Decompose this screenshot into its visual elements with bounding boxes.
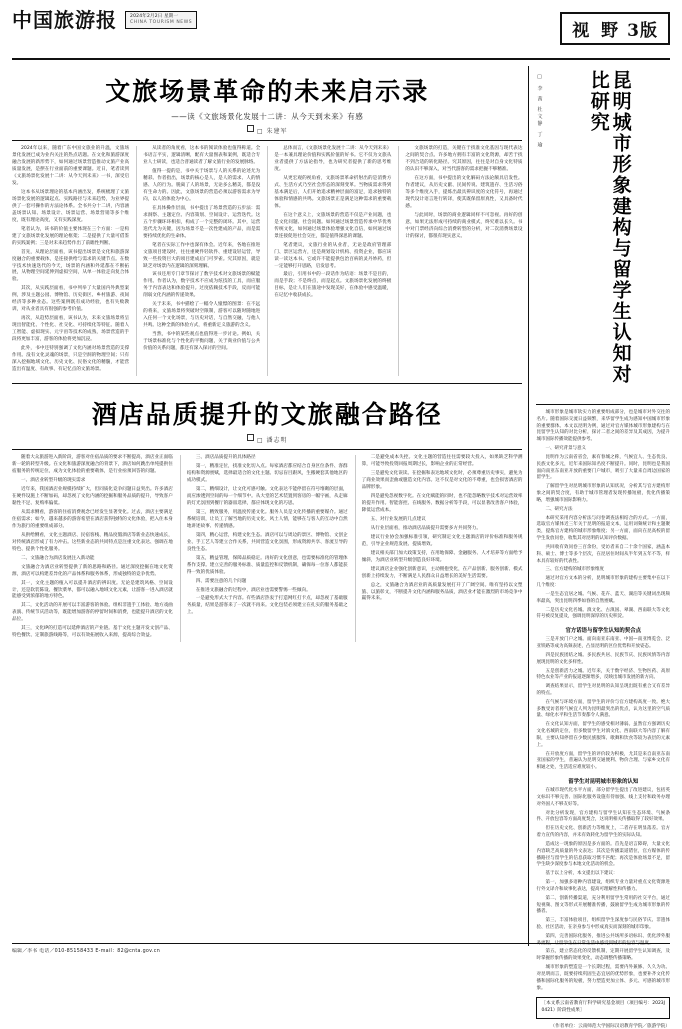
article-1-col-3 [267,146,391,376]
masthead-left [12,10,197,30]
paragraph: 第四，精心运营，构建文化生态。酒店可以与周边的景区、博物馆、文创企业、手工艺人等建立合作关系，共同营造文化氛围，形成资源共享、客流互导的良性生态。 [186,532,348,552]
paragraph: 再次，从趋势层面看，该书认为，未来文旅场景将呈现出智能化、个性化、社交化、可持续化等特征。随着人工智能、虚拟现实、元宇宙等技术的成熟，场景营造的手段将更加丰富，游客的体验将更加沉浸。 [12,316,130,343]
left-zone [12,66,529,946]
masthead-date: 2024年2月2日 星期一 [130,13,179,19]
divider [536,404,670,405]
paragraph: 在具体操作层面，书中提出了场景营造的五步法：需求洞察、主题定位、内容策划、空间设计、运营迭代。这五个步骤环环相扣，构成了一个完整的闭环。其中，运营迭代尤为关键，因为场景不是一次性建成的产品，而是需要持续优化的生命体。 [143,205,261,239]
paragraph: 从行业层面看，推动酒店品质提升需要多方共同努力。 [370,525,481,531]
paragraph: 首先，从理论层面看，该书提出场景是文化和旅游深度融合的重要载体，是连接供给与需求的关键节点。在数字技术快速迭代的今天，场景的内涵和外延都在不断拓展，从物理空间延伸到虚拟空间，从单一体验走向复合体验。 [12,249,130,283]
paragraph: 建议行业协会加强标准引领，研究制定文化主题酒店的评价标准和服务规范，引导企业规范发展、提质增效。 [361,534,523,547]
byline-marker-icon [247,125,254,132]
article-1 [12,72,522,376]
paragraph: 二是历史文化名城。滇文化、古滇国、翠湖、西南联大等文化符号被反复提及，强调昆明深厚的历史积淀。 [536,607,670,620]
masthead-english-name: CHINA TOURISM NEWS [130,20,193,25]
masthead-section-badge [560,12,670,45]
paragraph: 在这个意义上，文旅场景的营造不仅是产业问题，也是文化问题、社会问题。如何通过场景营造传承中华优秀传统文化，如何通过场景体验增强文化自信，如何通过场景连接促进社会交往，都是值得深思的课题。 [274,212,392,239]
paragraph: 在推进文旅融合的过程中，酒店业也需要警惕一些倾向。 [195,587,311,593]
newspaper-logo: 中国旅游报 [12,8,117,32]
article-1-col-1 [12,146,129,376]
paragraph: 第五，建立常态化的反馈机制，定期开展留学生认知调查，及时掌握形象传播的效果变化，动态调整传播策略。 [536,949,670,962]
feature-body [536,410,670,1029]
paragraph: 通过对官方文本的分析，昆明城市形象的建构主要集中在以下几个维度： [536,576,670,589]
article-2-headline: 酒店品质提升的文旅融合路径 [91,400,443,430]
page-footer: 编辑／李书 电话／010-85158433 E-mail：82@cnta.gov.cn [12,943,670,954]
article-1-subhead: ——读《文旅场景化发展十二讲：从今天到未来》有感 [171,112,364,121]
paragraph: 建议相关部门加大政策支持，在用地保障、金融服务、人才培养等方面给予倾斜，为酒店业转型升级创造良好环境。 [361,550,523,563]
paragraph: 在这方面，书中提出的文化解码方法论颇具启发性。作者建议，从历史文献、民间传说、建筑遗存、生活习俗等多个维度入手，提炼出最具辨识度的文化符号，再通过现代设计语言进行转译，使其既保留原真性，又具备时代感。 [405,175,523,209]
paragraph: 从更宏观的视角看，文旅场景革命折射出的是消费方式、生活方式乃至社会形态的深刻变革。当物质需求得到基本满足后，人们开始追求精神层面的富足，追求独特的体验和情感的共鸣。文旅场景正是满足这种需求的重要载体。 [274,175,392,209]
feature-section-head-2: 留学生对昆明城市形象的认知 [568,779,639,786]
article-1-col-4 [398,146,522,376]
paragraph: 城市形象是城市软实力的重要组成部分，也是城市对外交往的名片。随着国际交流日益频繁，来华留学生成为感知中国城市形象的重要群体。本文以昆明为例，通过对官方媒体城市形象建构与在昆留学生认知的对比分析，探讨二者之间的差异及其成因，为提升城市国际传播效能提供参考。 [536,410,670,443]
article-2-col-2 [180,455,348,642]
article-1-byline [12,125,522,135]
paragraph: 当然，书中的某些观点也值得进一步讨论。例如，关于场景标准化与个性化的平衡问题，关于商业价值与公共价值的关系问题，都还有深入探讨的空间。 [143,332,261,352]
paragraph: 调查结果显示，留学生对昆明的认知呈现出既有重合又有差异的特点。 [536,684,670,696]
paragraph: 昆明作为云南省省会，素有春城之称，气候宜人、生态优良、民族文化多元，近年来国际知名度不断提升。同时，昆明也是我国面向南亚东南亚开放的重要门户城市，吸引了大量来自周边国家的留学生。 [536,454,670,481]
paragraph: 第一，加强多语种内容建设，组织专业力量对重点文化资源进行外文译介和故事化表达，提高可理解性和传播力。 [536,880,670,892]
masthead [12,10,670,60]
paragraph: 建议酒店企业强化创新意识，主动拥抱变化，在产品创新、服务创新、模式创新上持续发力，不断满足人民群众日益增长的美好生活需要。 [361,566,523,579]
section-name: 视 野 [572,21,622,41]
paragraph: 本研究采用内容分析法与问卷调查法相结合的方式。一方面，选取官方媒体近三年关于昆明的报道文本，运用词频统计和主题聚类，提炼官方建构的城市形象维度；另一方面，面向在昆高校的留学生发放问卷，收集其对昆明的认知评价数据。 [536,515,670,542]
paragraph: 五是创新活力之城。近年来，关于数字经济、生物医药、高原特色农业等产业的报道逐渐增多，反映出城市发展的新方向。 [536,668,670,681]
article-2-byline [12,434,522,444]
paragraph: 在气候与环境方面，留学生的评价与官方建构高度一致。绝大多数受访者将气候宜人列为昆明最突出的优点，认为这里的空气质量、绿化水平和生活节奏都令人满意。 [536,699,670,719]
divider [12,449,522,450]
paragraph: 笔者在实际工作中也深有体会。近年来，各地在推进文旅项目建设时，往往重硬件轻软件、重建设轻运营，导致一些投资巨大的项目建成后门可罗雀。究其原因，就是缺乏对场景内在逻辑的深刻理解。 [143,242,261,269]
paragraph: 五、对行业发展的几点建议 [370,516,426,522]
paragraph: 此外，书中还特别强调了文化内涵对场景营造的支撑作用。没有文化灵魂的场景，只是空洞的物理空间；只有深入挖掘地域文化、历史文化、民俗文化的精髓，才能营造出有温度、有故事、有记忆点的文旅场景。 [12,346,130,373]
feature-byline: □ 李 茜 杜文静 丁 瑜 [536,74,543,149]
paragraph: 二、研究方法 [545,506,573,512]
feature-title-block [536,66,670,400]
paragraph: 第三，丰富体验项目，组织留学生深度参与民俗节庆、非遗体验、社区活动，在亲身参与中形成真实而深刻的城市印象。 [536,918,670,930]
paragraph: 四是避免忽视数字化。在文化赋能的同时，也不能忽略数字技术对运营效率的提升作用。智能客控、在线服务、数据分析等手段，可以显著改善客户体验，降低运营成本。 [361,493,523,513]
paragraph: 最后，引用书中的一段话作为结语：场景不是目的，而是手段；不是终点，而是起点。文旅场景化发展的终极目标，是让人们在旅途中发现美好，在体验中感受温暖，在记忆中收获成长。 [274,272,392,299]
article-2 [12,383,522,642]
paragraph: 一、酒店业转型升级的现实需求 [21,477,86,483]
paragraph: 二、文旅融合为酒店发展注入新动能 [21,555,95,561]
paragraph: 从读者的角度看，这本书的阅读体验也值得称道。全书语言平实，逻辑清晰，配有大量图表和案例，既适合专业人士研读，也适合普通读者了解文旅行业的发展脉络。 [143,146,261,165]
paragraph: 一是生态宜居之城。气候、花卉、蓝天、湖泊等关键词出现频率最高，突出昆明四季如春的自然禀赋。 [536,591,670,604]
paragraph: 其二，文化活动的开展可以丰富游客的体验。组织非遗手工体验、地方戏曲表演、传统节庆活动等，既能增加游客的停留时间和消费，也能提升酒店的文化品位。 [12,603,173,623]
feature-author-affiliation: （作者单位：云南师范大学国际汉语教育学院／旅游学院） [550,1023,670,1029]
masthead-dateline [125,11,197,29]
paragraph: 总体而言，《文旅场景化发展十二讲：从今天到未来》是一本兼具理论价值和实践价值的好书。它不仅为文旅从业者提供了方法论指导，也为研究者提供了新的思考维度。 [274,146,392,172]
byline-marker-icon [247,434,254,441]
paragraph: 随着大众旅游进入新阶段，游客对住宿品质的要求不断提高，酒店业正面临新一轮的转型升级。在文化和旅游深度融合的背景下，酒店如何跳出单纯提供住宿服务的传统定位，成为文化体验的重要载体，是行业亟须回答的问题。 [12,455,173,474]
paragraph: 基于以上分析，本文提出以下建议： [545,871,618,877]
paragraph: 这本书从场景理论的基本内涵出发，系统梳理了文旅场景化发展的逻辑起点、实践路径与未来趋势，为业界提供了一套可操作的方法论体系。全书共分十二讲，内容涵盖场景认知、场景设计、场景运营、场景营销等多个维度，既有理论高度，又有实践深度。 [12,189,130,223]
divider [12,140,522,141]
article-1-byline-text: □ 朱建军 [256,128,288,135]
paragraph: 2024年以来，随着广东中国文旅业的升温，文旅场景化发展已成为业内关注的热点话题。在文化和旅游深度融合发展的新形势下，如何通过场景营造推动文旅产业高质量发展，是摆在行业面前的重要课题。近日，笔者读到《文旅场景化发展十二讲：从今天到未来》一书，深受启发。 [12,146,130,186]
paragraph: 其次，从实践层面看，书中列举了大量国内外典型案例，涉及主题公园、博物馆、历史街区、乡村旅游、夜间经济等多种业态。这些案例既有成功经验，也有失败教训，对从业者具有很强的参考价值。 [12,286,130,313]
paragraph: 造成这一现象的原因是多方面的。首先是语言障碍，大量文化内容缺乏高质量的外文表达；其次是传播渠道错位，官方媒体的传播路径与留学生的信息获取习惯不匹配；再次是体验场景不足，留学生缺少深度参与本地文化活动的机会。 [536,841,670,868]
paragraph: 一、研究背景与意义 [545,446,586,452]
paragraph: 其三，文化IP的打造可以延伸酒店的产业链。基于文化主题开发文创产品、特色餐饮、定制旅游线路等，可以有效拓展收入来源，提高综合效益。 [12,626,173,639]
feature-section-head-1: 官方话语与留学生认知的契合点 [565,628,641,635]
paragraph: 在文化认知方面，留学生的感受相对薄弱。虽然官方强调历史文化名城的定位，但多数留学生对滇文化、西南联大等内容了解有限，主要认知停留在少数民族服饰、歌舞和饮食等较为表层的元素上。 [536,722,670,748]
paragraph: 共回收有效问卷三百余份，受访者来自二十余个国家，涵盖本科、硕士、博士等多个层次，在昆居住时间从半年到五年不等，样本具有较好的代表性。 [536,544,670,564]
paragraph: 对比分析发现，官方建构与留学生认知在生态环境、气候条件、开放包容等方面高度契合，这说明相关传播取得了较好效果。 [536,810,670,823]
paragraph: 与此同时，场景的商业逻辑同样不可忽视。再好的创意，如果无法形成可持续的商业模式，终究难以长久。书中对门票经济向综合消费转型的分析，对二次消费场景设计的探讨，都很有现实意义。 [405,212,523,239]
paragraph: 第四，完善国际化服务，推进公共场所多语标识、优化涉外服务流程，让留学生在日常生活中感受到城市的包容与温度。 [536,933,670,946]
paragraph: 近年来，我国酒店业规模持续扩大，但同质化竞争问题日益突出。许多酒店在硬件设施上不断加码，却忽视了文化内涵的挖掘和服务品质的提升，导致客户黏性不足、复购率偏低。 [12,486,173,506]
paragraph: 文旅场景的打造，关键在于找准文化基因与现代表达之间的契合点。许多地方拥有丰富的文化资源，却苦于找不到合适的转化路径。究其原因，往往是对自身文化特质的认识不够深入，对当代游客的需求把握不够精准。 [405,146,523,172]
feature-headline: 昆明城市形象建构与留学生认知对比研究 [587,70,632,385]
paragraph: 三是避免文化误读。在挖掘和表达地域文化时，必须尊重历史事实，避免为了商业效果而歪曲或臆造文化内容。这不仅是对文化的不尊重，也会损害酒店的品牌形象。 [361,470,523,490]
paragraph: 了解留学生对昆明城市形象的认知状况，分析其与官方建构形象之间的契合度，有助于城市管理者发现传播短板，优化传播策略，增强城市国际影响力。 [536,484,670,503]
feature-fund-note: ［本文系云南省教育厅科学研究基金项目（项目编号：2023J0421）阶段性成果］ [536,997,670,1019]
paragraph: 三是开放门户之城。面向南亚东南亚、中国—南亚博览会、泛亚铁路等成为高频表述，凸显昆明的区位优势和开放姿态。 [536,637,670,650]
paragraph: 二是避免成本失控。文化主题的营造往往需要较大投入，如果缺乏科学测算，可能导致投资回报周期过长，影响企业的正常经营。 [361,455,523,467]
paragraph: 第五，精益管理，保障品质稳定。再好的文化创意，也需要标准化的管理体系作支撑。建立完善的服务标准、质量监控和反馈机制，确保每一位客人都能获得一致的优质体验。 [186,555,348,575]
article-1-headline: 文旅场景革命的未来启示录 [105,77,430,106]
paragraph: 在开放度方面，留学生的评价较为积极，尤其是来自南亚东南亚国家的学生，普遍认为昆明交通便利、物价合理、与家乡文化有相通之处，生活适应难度较小。 [536,751,670,771]
paragraph: 其一，文化主题的植入可以提升酒店的辨识度。无论是建筑风格、空间设计，还是软装陈设、餐饮菜单，都可以融入地域文化元素，让游客一进入酒店就能感受到浓郁的地方特色。 [12,580,173,600]
right-zone [529,66,670,1029]
paragraph: 笔者认为，该书的价值主要体现在三个方面：一是构建了文旅场景化发展的理论框架；二是提供了大量可借鉴的实践案例；三是对未来趋势作出了前瞻性判断。 [12,226,130,246]
article-2-columns [12,455,522,642]
paragraph: 四、需要注意的几个问题 [195,578,247,584]
paragraph: 该书还用专门章节探讨了数字技术对文旅场景的赋能作用。作者认为，数字技术不应成为炫技的工具，而应服务于内容表达和体验提升。过度依赖技术手段，反而可能削弱文化内涵的传递效果。 [143,272,261,299]
paragraph: 城市形象的塑造是一个长期过程，需要内外兼修、久久为功。对昆明而言，既要持续巩固生态宜居的优势形象，也要补齐文化传播和国际化服务的短板，努力塑造更加立体、多元、可感的城市形象。 [536,965,670,991]
paragraph: 第三，精致服务，用温度传递文化。服务人员是文化传播的重要媒介。通过系统培训，让员工了解当地的历史文化、风土人情，能够在与客人的互动中自然地讲述故事、传递情感。 [186,509,348,529]
page-number: 3版 [627,21,658,41]
paragraph: 三、官方建构的城市形象维度 [545,567,604,573]
article-1-columns [12,146,522,376]
paragraph: 第一，精准定位，找准文化切入点。每家酒店都应结合自身区位条件、客群结构和资源禀赋，选择最适合的文化主题。切忌盲目跟风，生搬硬套其他地区的成功模式。 [186,464,348,483]
paragraph: 笔者建议，文旅行业的从业者，无论是政府管理部门、景区运营方，还是规划设计机构、投资企业，都应该读一读这本书。它或许不能提供包治百病的灵丹妙药，但一定能够打开思路，启发思考。 [274,242,392,269]
paragraph: 四是民族团结之城。多民族共居、民族节庆、民族风情等内容展现昆明的文化多样性。 [536,652,670,665]
paragraph: 关于未来，书中描绘了一幅令人憧憬的图景：在不远的将来，文旅场景将突破时空限制，游客可以随时随地进入任何一个文化场景，与历史对话，与自然交融，与他人共鸣。这种全新的体验方式，将重新定义旅游的含义。 [143,302,261,329]
paragraph: 从供给侧看，文化主题酒店、民宿客栈、精品度假酒店等新业态快速成长，对传统酒店形成了有力冲击。这些新业态的共同特点是注重文化表达、强调在地特色、提供个性化服务。 [12,532,173,552]
paragraph: 总之，文旅融合为酒店业的高质量发展打开了广阔空间。唯有坚持以文塑旅、以旅彰文，不断提升文化内涵和服务品质，酒店业才能在激烈的市场竞争中赢得未来。 [361,582,523,602]
article-1-col-2 [136,146,260,376]
paragraph: 第二，精细设计，让文化可感可触。文化表达不能停留在符号堆砌的层面，而应渗透到空间的每一个细节中。从大堂的艺术装置到客房的一幅字画，从走廊的灯光氛围到餐厅的器皿选择，都应体现文化的巧思。 [186,486,348,506]
article-2-col-3 [355,455,523,642]
article-2-col-1 [12,455,173,642]
paragraph: 一是避免形式大于内容。有些酒店热衷于打造网红打卡点，却忽视了基础服务质量，结果是游客来了一次就不再来。文化包装必须建立在扎实的服务基础之上。 [186,596,348,616]
paragraph: 但在历史文化、创新活力等维度上，二者存在明显落差。官方着力宣传的内容，并未有效转化为留学生的实际认知。 [536,826,670,839]
paragraph: 值得一提的是，书中关于场景与人的关系的论述尤为精彩。作者指出，场景的核心是人，是人的需求、人的情感、人的行为。脱离了人的场景，无论多么精美，都是没有生命力的。因此，文旅场景的营造必须以游客需求为导向，以人的体验为中心。 [143,168,261,202]
paragraph: 从需求侧看，游客的住宿消费观念已经发生显著变化。过去，酒店主要满足住宿需求；如今，越来越多的游客希望在酒店获得独特的文化体验，把入住本身作为旅行的重要组成部分。 [12,509,173,529]
paragraph: 在城市现代化水平方面，部分留学生提出了改进建议，包括英文标识不够完善、国际化服务设施有待加强、线上支付和政务办理对外国人不够友好等。 [536,788,670,807]
paragraph: 第二，创新传播渠道，充分利用留学生常用的社交平台，通过短视频、图文等形式开展精准传播，鼓励留学生成为城市形象的传播者。 [536,895,670,915]
article-2-byline-text: □ 潘志明 [256,437,288,445]
paragraph: 文旅融合为酒店业转型提供了新的思路和路径。通过深度挖掘在地文化资源，酒店可以构建差异化的产品体系和服务体系，形成独特的竞争优势。 [12,564,173,577]
paragraph: 三、酒店品质提升的具体路径 [195,455,256,461]
